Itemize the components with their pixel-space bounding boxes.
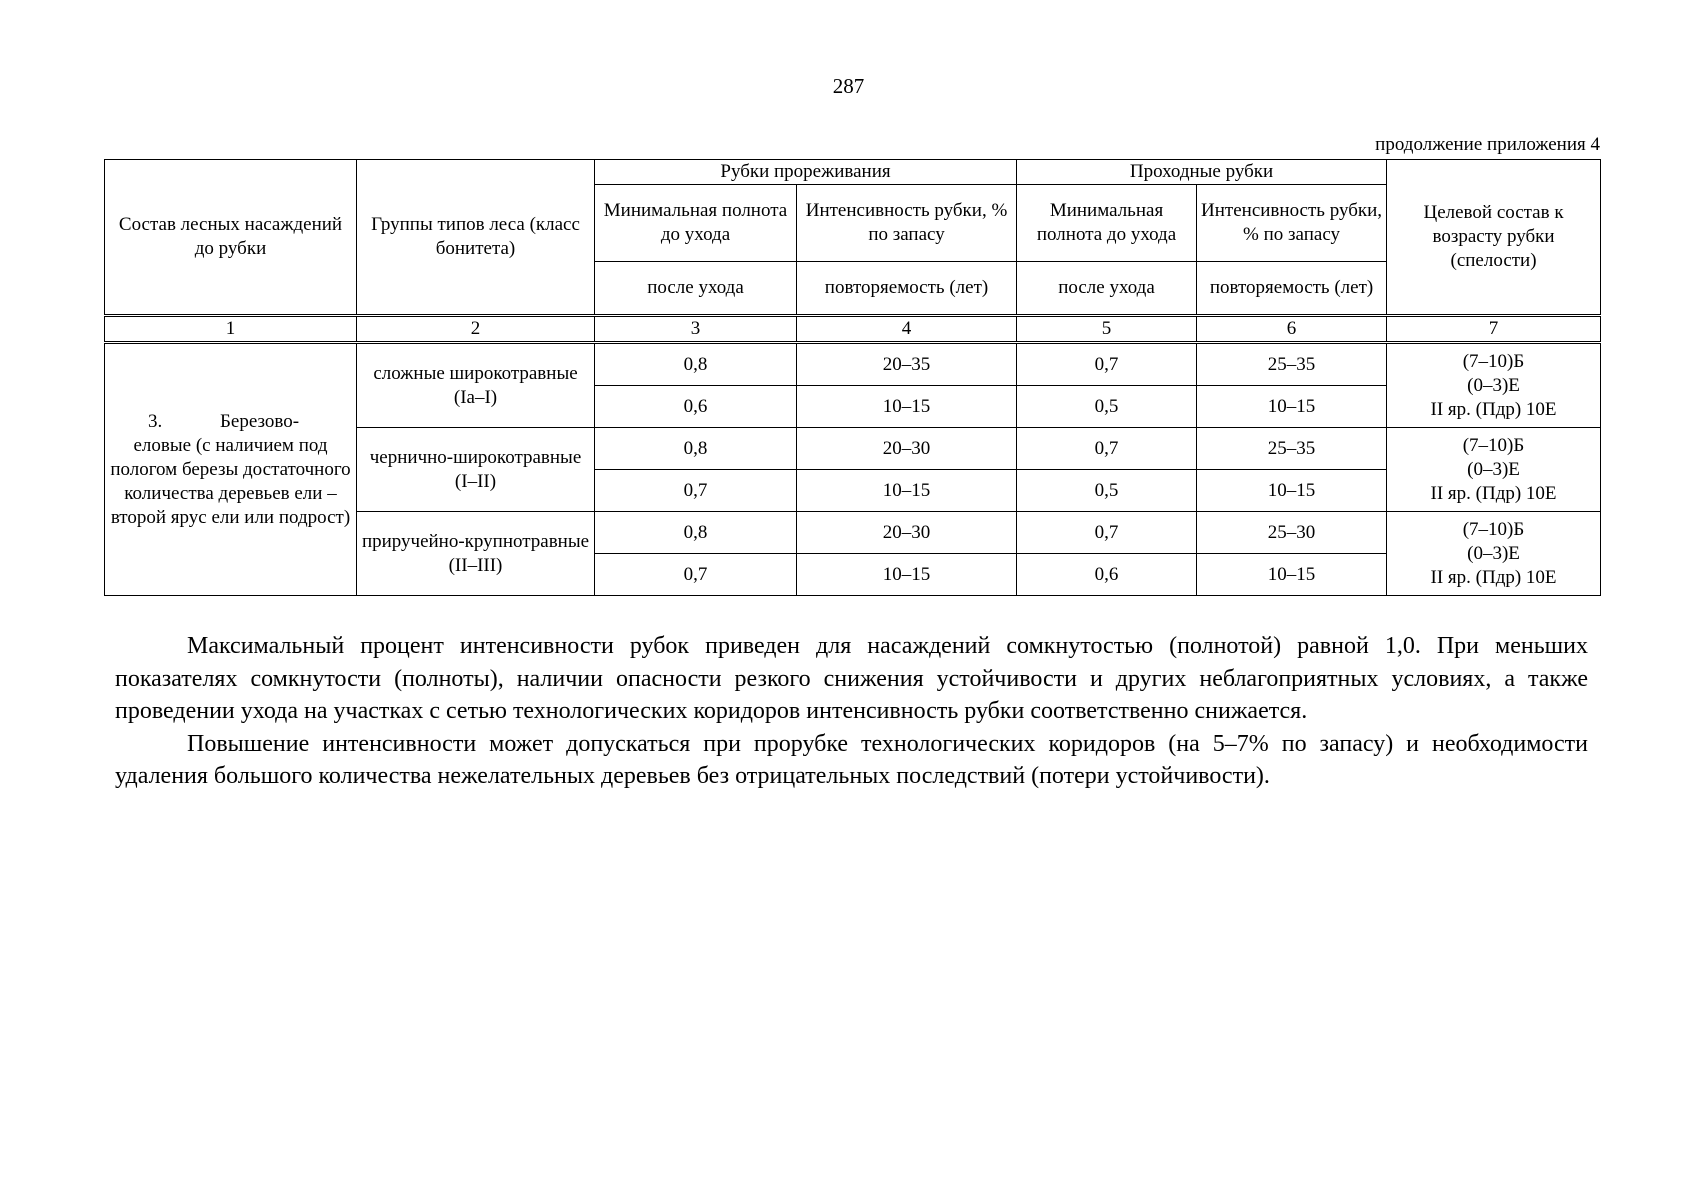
header-thinning-group: Рубки прореживания	[595, 160, 1017, 185]
passage-repeat: 10–15	[1197, 470, 1387, 512]
target-line: (0–3)Е	[1467, 542, 1520, 564]
column-number: 1	[105, 316, 357, 343]
passage-intensity: 25–30	[1197, 512, 1387, 554]
column-number: 7	[1387, 316, 1601, 343]
target-line: (7–10)Б	[1462, 350, 1525, 372]
passage-after-care: 0,5	[1017, 386, 1197, 428]
composition-first-word: Березово-	[220, 410, 300, 432]
thinning-min-density: 0,8	[595, 428, 797, 470]
passage-repeat: 10–15	[1197, 554, 1387, 596]
page-number: 287	[832, 74, 865, 98]
column-number: 4	[797, 316, 1017, 343]
forest-type-cell: приручейно-крупнотравные (II–III)	[357, 512, 595, 596]
header-composition: Состав лесных насаждений до рубки	[105, 160, 357, 316]
target-line: (0–3)Е	[1467, 458, 1520, 480]
table-row	[105, 343, 1601, 386]
target-composition-cell	[1387, 512, 1601, 596]
forest-composition-cell	[105, 343, 357, 596]
passage-intensity: 25–35	[1197, 343, 1387, 386]
passage-after-care: 0,5	[1017, 470, 1197, 512]
thinning-repeat: 10–15	[797, 554, 1017, 596]
target-line: II яр. (Пдр) 10Е	[1430, 482, 1557, 504]
column-number: 6	[1197, 316, 1387, 343]
note-paragraph: Максимальный процент интенсивности рубок приведен для насаждений сомкнутостью (полнотой) равной 1,0. При меньших показателях сомкнутости (полноты), наличии опасности резкого снижения устойчивости и других неблагоприятных условиях, а также проведении ухода на участках с сетью технологических коридоров интенсивность рубки соответственно снижается.	[115, 633, 1588, 724]
target-line: II яр. (Пдр) 10Е	[1430, 566, 1557, 588]
thinning-repeat: 10–15	[797, 386, 1017, 428]
target-line: (7–10)Б	[1462, 434, 1525, 456]
header-passage-cutting-group: Проходные рубки	[1017, 160, 1387, 185]
composition-description: еловые (с наличием под пологом березы достаточного количества деревьев ели – второй ярус ели или подрост)	[110, 434, 351, 528]
forest-type-cell: чернично-широкотравные (I–II)	[357, 428, 595, 512]
thinning-intensity: 20–30	[797, 428, 1017, 470]
composition-number: 3.	[148, 410, 163, 432]
appendix-continuation-label: продолжение приложения 4	[1375, 134, 1600, 155]
target-composition-cell	[1387, 343, 1601, 428]
thinning-table	[104, 159, 1601, 596]
header-passage-min-density: Минимальная полнота до ухода	[1017, 185, 1197, 262]
target-line: II яр. (Пдр) 10Е	[1430, 398, 1557, 420]
header-forest-type-groups: Группы типов леса (класс бонитета)	[357, 160, 595, 316]
target-line: (7–10)Б	[1462, 518, 1525, 540]
passage-min-density: 0,7	[1017, 512, 1197, 554]
thinning-after-care: 0,7	[595, 470, 797, 512]
header-passage-repeat: повторяемость (лет)	[1197, 262, 1387, 316]
passage-min-density: 0,7	[1017, 428, 1197, 470]
target-line: (0–3)Е	[1467, 374, 1520, 396]
column-number: 3	[595, 316, 797, 343]
passage-min-density: 0,7	[1017, 343, 1197, 386]
passage-intensity: 25–35	[1197, 428, 1387, 470]
thinning-min-density: 0,8	[595, 512, 797, 554]
notes-section	[115, 630, 1588, 793]
header-thinning-repeat: повторяемость (лет)	[797, 262, 1017, 316]
passage-after-care: 0,6	[1017, 554, 1197, 596]
header-target-composition: Целевой состав к возрасту рубки (спелости)	[1387, 160, 1601, 316]
header-thinning-intensity: Интенсивность рубки, % по запасу	[797, 185, 1017, 262]
thinning-intensity: 20–30	[797, 512, 1017, 554]
header-passage-after-care: после ухода	[1017, 262, 1197, 316]
thinning-after-care: 0,7	[595, 554, 797, 596]
target-composition-cell	[1387, 428, 1601, 512]
column-number: 5	[1017, 316, 1197, 343]
thinning-min-density: 0,8	[595, 343, 797, 386]
header-thinning-min-density: Минимальная полнота до ухода	[595, 185, 797, 262]
thinning-intensity: 20–35	[797, 343, 1017, 386]
forest-type-cell: сложные широкотравные (Ia–I)	[357, 343, 595, 428]
passage-repeat: 10–15	[1197, 386, 1387, 428]
header-thinning-after-care: после ухода	[595, 262, 797, 316]
thinning-repeat: 10–15	[797, 470, 1017, 512]
header-passage-intensity: Интенсивность рубки, % по запасу	[1197, 185, 1387, 262]
thinning-after-care: 0,6	[595, 386, 797, 428]
note-paragraph: Повышение интенсивности может допускаться при прорубке технологических коридоров (на 5–7% по запасу) и необходимости удаления большого количества нежелательных деревьев без отрицательных последствий (потери устойчивости).	[115, 730, 1588, 789]
column-number: 2	[357, 316, 595, 343]
